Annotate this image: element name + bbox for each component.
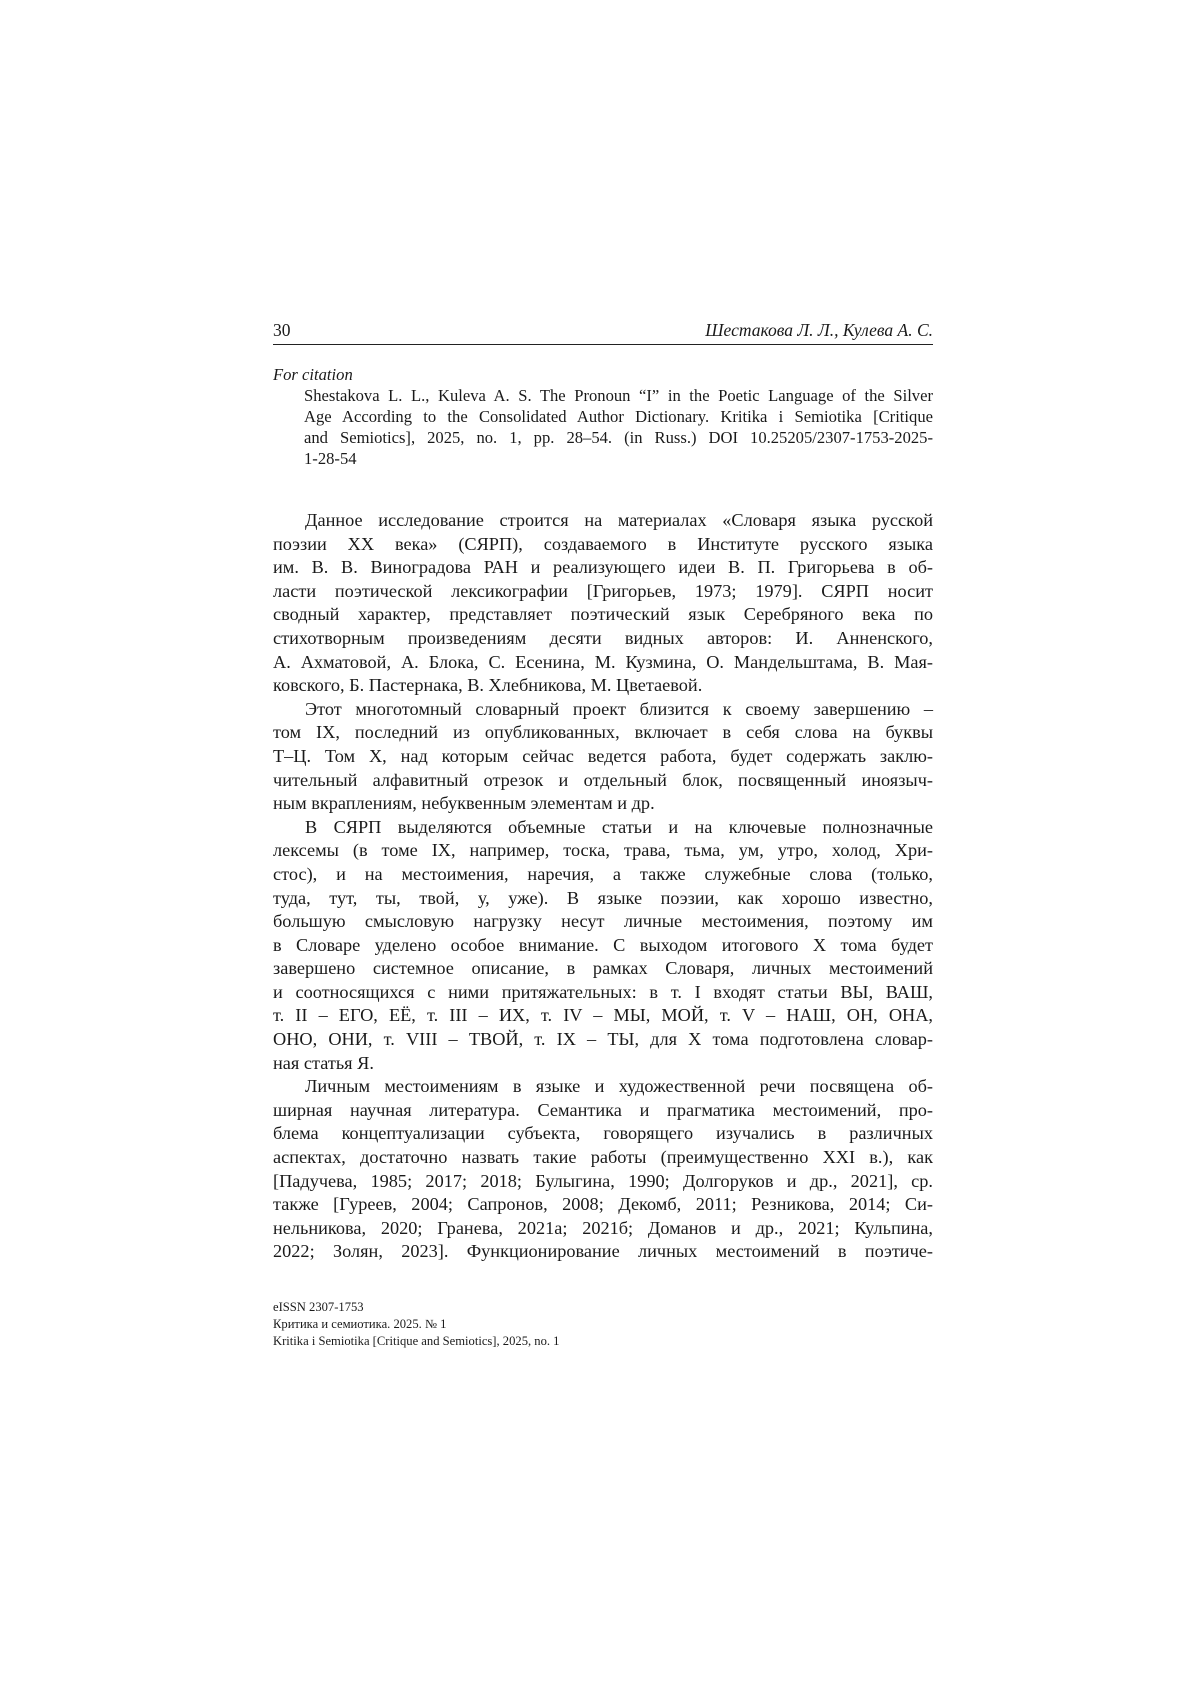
text-line: и соотносящихся с ними притяжательных: в т. I входят статьи ВЫ, ВАШ, — [273, 981, 933, 1005]
citation-reference — [273, 385, 933, 469]
page-number: 30 — [273, 320, 291, 341]
text-line: стихотворным произведениям десяти видных авторов: И. Анненского, — [273, 627, 933, 651]
text-line: Т–Ц. Том X, над которым сейчас ведется работа, будет содержать заклю- — [273, 745, 933, 769]
footer-journal-ru: Критика и семиотика. 2025. № 1 — [273, 1316, 933, 1333]
text-line: т. II – ЕГО, ЕЁ, т. III – ИХ, т. IV – МЫ, МОЙ, т. V – НАШ, ОН, ОНА, — [273, 1004, 933, 1028]
citation-line: Shestakova L. L., Kuleva A. S. The Pronoun “I” in the Poetic Language of the Silver — [304, 385, 933, 406]
text-line: ковского, Б. Пастернака, В. Хлебникова, М. Цветаевой. — [273, 674, 933, 698]
text-line: Этот многотомный словарный проект близится к своему завершению – — [273, 698, 933, 722]
text-line: ным вкраплениям, небуквенным элементам и др. — [273, 792, 933, 816]
text-line: большую смысловую нагрузку несут личные местоимения, поэтому им — [273, 910, 933, 934]
text-line: В СЯРП выделяются объемные статьи и на ключевые полнозначные — [273, 816, 933, 840]
text-line: завершено системное описание, в рамках Словаря, личных местоимений — [273, 957, 933, 981]
text-line: ная статья Я. — [273, 1052, 933, 1076]
text-line: Данное исследование строится на материалах «Словаря языка русской — [273, 509, 933, 533]
text-line: ширная научная литература. Семантика и прагматика местоимений, про- — [273, 1099, 933, 1123]
text-line: А. Ахматовой, А. Блока, С. Есенина, М. Кузмина, О. Мандельштама, В. Мая- — [273, 651, 933, 675]
text-line: аспектах, достаточно назвать такие работы (преимущественно XXI в.), как — [273, 1146, 933, 1170]
header-authors: Шестакова Л. Л., Кулева А. С. — [705, 320, 933, 341]
text-line: нельникова, 2020; Гранева, 2021а; 2021б; Доманов и др., 2021; Кульпина, — [273, 1217, 933, 1241]
citation-line: Age According to the Consolidated Author Dictionary. Kritika i Semiotika [Critique — [304, 406, 933, 427]
text-line: им. В. В. Виноградова РАН и реализующего идеи В. П. Григорьева в об- — [273, 556, 933, 580]
text-line: том IX, последний из опубликованных, включает в себя слова на буквы — [273, 721, 933, 745]
text-line: Личным местоимениям в языке и художественной речи посвящена об- — [273, 1075, 933, 1099]
citation-label: For citation — [273, 364, 933, 385]
text-line: лексемы (в томе IX, например, тоска, трава, тьма, ум, утро, холод, Хри- — [273, 839, 933, 863]
text-line: туда, тут, ты, твой, у, уже). В языке поэзии, как хорошо известно, — [273, 887, 933, 911]
text-line: чительный алфавитный отрезок и отдельный блок, посвященный иноязыч- — [273, 769, 933, 793]
citation-block — [273, 364, 933, 469]
text-line: блема концептуализации субъекта, говорящего изучались в различных — [273, 1122, 933, 1146]
footer-journal-en: Kritika i Semiotika [Critique and Semiotics], 2025, no. 1 — [273, 1333, 933, 1350]
text-line: стос), и на местоимения, наречия, а также служебные слова (только, — [273, 863, 933, 887]
text-line: также [Гуреев, 2004; Сапронов, 2008; Декомб, 2011; Резникова, 2014; Си- — [273, 1193, 933, 1217]
citation-line: 1-28-54 — [304, 448, 933, 469]
text-line: сводный характер, представляет поэтический язык Серебряного века по — [273, 603, 933, 627]
text-line: [Падучева, 1985; 2017; 2018; Булыгина, 1990; Долгоруков и др., 2021], ср. — [273, 1170, 933, 1194]
text-line: ласти поэтической лексикографии [Григорьев, 1973; 1979]. СЯРП носит — [273, 580, 933, 604]
citation-line: and Semiotics], 2025, no. 1, pp. 28–54. (in Russ.) DOI 10.25205/2307-1753-2025- — [304, 427, 933, 448]
text-line: 2022; Золян, 2023]. Функционирование личных местоимений в поэтиче- — [273, 1240, 933, 1264]
body-text — [273, 509, 933, 1264]
text-line: в Словаре уделено особое внимание. С выходом итогового X тома будет — [273, 934, 933, 958]
running-header — [273, 318, 933, 345]
text-line: ОНО, ОНИ, т. VIII – ТВОЙ, т. IX – ТЫ, для X тома подготовлена словар- — [273, 1028, 933, 1052]
page-footer — [273, 1299, 933, 1350]
text-line: поэзии XX века» (СЯРП), создаваемого в Институте русского языка — [273, 533, 933, 557]
footer-issn: eISSN 2307-1753 — [273, 1299, 933, 1316]
